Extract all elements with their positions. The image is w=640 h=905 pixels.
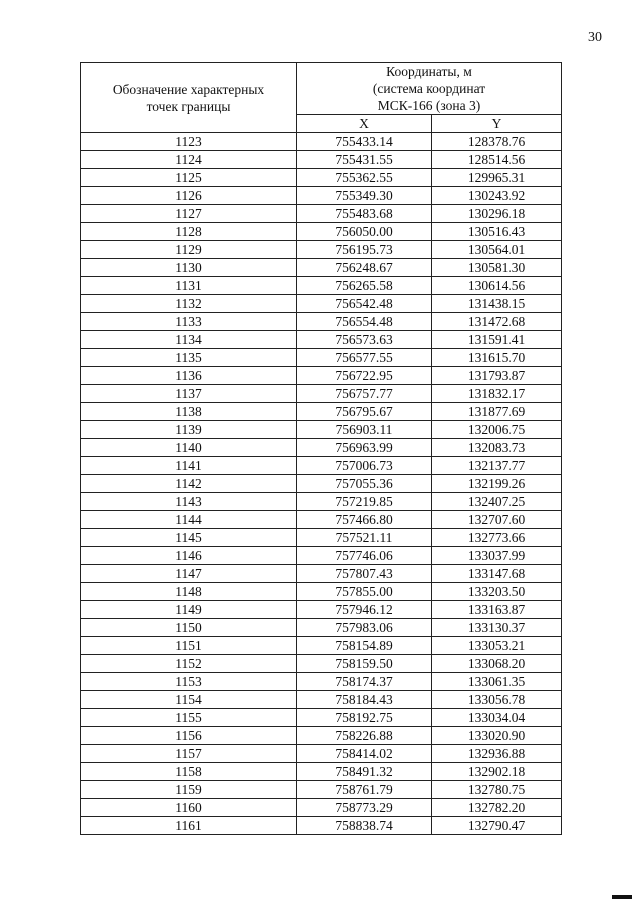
point-id-cell: 1161 (81, 817, 297, 835)
point-id-cell: 1158 (81, 763, 297, 781)
table-row (81, 727, 562, 745)
coordinates-header (297, 63, 562, 115)
point-designation-header-line2: точек границы (146, 98, 231, 114)
table-row (81, 619, 562, 637)
table-row (81, 367, 562, 385)
table-row (81, 673, 562, 691)
y-coordinate-cell: 130614.56 (432, 277, 562, 295)
point-designation-header (81, 63, 297, 133)
x-coordinate-cell: 758761.79 (297, 781, 432, 799)
table-row (81, 313, 562, 331)
table-row (81, 529, 562, 547)
point-id-cell: 1159 (81, 781, 297, 799)
point-id-cell: 1143 (81, 493, 297, 511)
y-coordinate-cell: 133163.87 (432, 601, 562, 619)
point-id-cell: 1141 (81, 457, 297, 475)
y-coordinate-cell: 132199.26 (432, 475, 562, 493)
point-id-cell: 1125 (81, 169, 297, 187)
x-coordinate-cell: 757946.12 (297, 601, 432, 619)
x-coordinate-cell: 757466.80 (297, 511, 432, 529)
x-coordinate-cell: 757219.85 (297, 493, 432, 511)
point-id-cell: 1151 (81, 637, 297, 655)
point-id-cell: 1152 (81, 655, 297, 673)
x-coordinate-cell: 757983.06 (297, 619, 432, 637)
x-coordinate-cell: 757807.43 (297, 565, 432, 583)
y-coordinate-cell: 130564.01 (432, 241, 562, 259)
table-row (81, 601, 562, 619)
x-coordinate-cell: 757746.06 (297, 547, 432, 565)
y-coordinate-cell: 132006.75 (432, 421, 562, 439)
x-coordinate-cell: 756757.77 (297, 385, 432, 403)
x-coordinate-cell: 755433.14 (297, 133, 432, 151)
x-coordinate-cell: 756795.67 (297, 403, 432, 421)
table-row (81, 403, 562, 421)
point-id-cell: 1133 (81, 313, 297, 331)
point-id-cell: 1149 (81, 601, 297, 619)
x-coordinate-cell: 756265.58 (297, 277, 432, 295)
y-coordinate-cell: 130243.92 (432, 187, 562, 205)
point-id-cell: 1127 (81, 205, 297, 223)
x-coordinate-cell: 756573.63 (297, 331, 432, 349)
x-coordinate-cell: 756195.73 (297, 241, 432, 259)
table-row (81, 583, 562, 601)
table-row (81, 205, 562, 223)
table-row (81, 637, 562, 655)
table-row (81, 385, 562, 403)
y-coordinate-cell: 131591.41 (432, 331, 562, 349)
coordinates-table (80, 62, 562, 835)
x-column-header: X (297, 115, 432, 133)
point-id-cell: 1124 (81, 151, 297, 169)
table-header (81, 63, 562, 133)
table-row (81, 709, 562, 727)
y-coordinate-cell: 131793.87 (432, 367, 562, 385)
table-row (81, 151, 562, 169)
y-coordinate-cell: 131438.15 (432, 295, 562, 313)
page-number: 30 (588, 30, 602, 45)
table-row (81, 763, 562, 781)
y-coordinate-cell: 133130.37 (432, 619, 562, 637)
y-coordinate-cell: 132936.88 (432, 745, 562, 763)
table-row (81, 475, 562, 493)
x-coordinate-cell: 756248.67 (297, 259, 432, 277)
x-coordinate-cell: 755483.68 (297, 205, 432, 223)
y-coordinate-cell: 133020.90 (432, 727, 562, 745)
point-id-cell: 1140 (81, 439, 297, 457)
y-coordinate-cell: 131832.17 (432, 385, 562, 403)
table-row (81, 331, 562, 349)
table-row (81, 277, 562, 295)
point-id-cell: 1147 (81, 565, 297, 583)
y-coordinate-cell: 133037.99 (432, 547, 562, 565)
table-row (81, 457, 562, 475)
y-coordinate-cell: 129965.31 (432, 169, 562, 187)
y-coordinate-cell: 133061.35 (432, 673, 562, 691)
y-coordinate-cell: 133068.20 (432, 655, 562, 673)
y-coordinate-cell: 132707.60 (432, 511, 562, 529)
point-id-cell: 1129 (81, 241, 297, 259)
x-coordinate-cell: 758184.43 (297, 691, 432, 709)
point-id-cell: 1155 (81, 709, 297, 727)
point-id-cell: 1150 (81, 619, 297, 637)
y-coordinate-cell: 132773.66 (432, 529, 562, 547)
y-coordinate-cell: 133203.50 (432, 583, 562, 601)
x-coordinate-cell: 758838.74 (297, 817, 432, 835)
point-id-cell: 1153 (81, 673, 297, 691)
x-coordinate-cell: 756963.99 (297, 439, 432, 457)
table-row (81, 781, 562, 799)
x-coordinate-cell: 756903.11 (297, 421, 432, 439)
y-coordinate-cell: 132083.73 (432, 439, 562, 457)
table-row (81, 565, 562, 583)
point-id-cell: 1148 (81, 583, 297, 601)
table-row (81, 691, 562, 709)
x-coordinate-cell: 758226.88 (297, 727, 432, 745)
coordinates-header-line2: (система координат (372, 81, 486, 96)
point-id-cell: 1132 (81, 295, 297, 313)
y-coordinate-cell: 132407.25 (432, 493, 562, 511)
x-coordinate-cell: 757521.11 (297, 529, 432, 547)
y-coordinate-cell: 130581.30 (432, 259, 562, 277)
y-coordinate-cell: 131615.70 (432, 349, 562, 367)
point-id-cell: 1135 (81, 349, 297, 367)
y-coordinate-cell: 132790.47 (432, 817, 562, 835)
x-coordinate-cell: 756722.95 (297, 367, 432, 385)
point-id-cell: 1123 (81, 133, 297, 151)
point-id-cell: 1128 (81, 223, 297, 241)
x-coordinate-cell: 756554.48 (297, 313, 432, 331)
y-coordinate-cell: 130516.43 (432, 223, 562, 241)
y-coordinate-cell: 133053.21 (432, 637, 562, 655)
y-coordinate-cell: 131877.69 (432, 403, 562, 421)
point-id-cell: 1131 (81, 277, 297, 295)
table-row (81, 547, 562, 565)
x-coordinate-cell: 756577.55 (297, 349, 432, 367)
table-body (81, 133, 562, 835)
x-coordinate-cell: 758192.75 (297, 709, 432, 727)
table-row (81, 187, 562, 205)
y-column-header: Y (432, 115, 562, 133)
x-coordinate-cell: 758159.50 (297, 655, 432, 673)
x-coordinate-cell: 755362.55 (297, 169, 432, 187)
y-coordinate-cell: 128514.56 (432, 151, 562, 169)
x-coordinate-cell: 758414.02 (297, 745, 432, 763)
point-id-cell: 1134 (81, 331, 297, 349)
y-coordinate-cell: 130296.18 (432, 205, 562, 223)
x-coordinate-cell: 757006.73 (297, 457, 432, 475)
point-id-cell: 1156 (81, 727, 297, 745)
table-row (81, 295, 562, 313)
point-designation-header-line1: Обозначение характерных (112, 81, 265, 97)
table-row (81, 349, 562, 367)
y-coordinate-cell: 132902.18 (432, 763, 562, 781)
point-id-cell: 1137 (81, 385, 297, 403)
x-coordinate-cell: 757855.00 (297, 583, 432, 601)
table-row (81, 799, 562, 817)
x-coordinate-cell: 755349.30 (297, 187, 432, 205)
x-coordinate-cell: 755431.55 (297, 151, 432, 169)
table-row (81, 133, 562, 151)
point-id-cell: 1138 (81, 403, 297, 421)
y-coordinate-cell: 132780.75 (432, 781, 562, 799)
table-row (81, 655, 562, 673)
corner-mark (612, 895, 632, 899)
y-coordinate-cell: 133147.68 (432, 565, 562, 583)
table-row (81, 493, 562, 511)
point-id-cell: 1144 (81, 511, 297, 529)
x-coordinate-cell: 758773.29 (297, 799, 432, 817)
y-coordinate-cell: 132137.77 (432, 457, 562, 475)
table-row (81, 223, 562, 241)
point-id-cell: 1130 (81, 259, 297, 277)
y-coordinate-cell: 128378.76 (432, 133, 562, 151)
point-id-cell: 1154 (81, 691, 297, 709)
point-id-cell: 1145 (81, 529, 297, 547)
table-row (81, 439, 562, 457)
x-coordinate-cell: 757055.36 (297, 475, 432, 493)
point-id-cell: 1136 (81, 367, 297, 385)
point-id-cell: 1146 (81, 547, 297, 565)
x-coordinate-cell: 758491.32 (297, 763, 432, 781)
table-row (81, 421, 562, 439)
x-coordinate-cell: 756050.00 (297, 223, 432, 241)
table-row (81, 241, 562, 259)
table-row (81, 745, 562, 763)
y-coordinate-cell: 133034.04 (432, 709, 562, 727)
table-row (81, 259, 562, 277)
table-row (81, 817, 562, 835)
point-id-cell: 1126 (81, 187, 297, 205)
coordinates-header-line3: МСК-166 (зона 3) (377, 98, 481, 113)
point-id-cell: 1160 (81, 799, 297, 817)
y-coordinate-cell: 133056.78 (432, 691, 562, 709)
table-row (81, 511, 562, 529)
y-coordinate-cell: 131472.68 (432, 313, 562, 331)
point-id-cell: 1142 (81, 475, 297, 493)
table-row (81, 169, 562, 187)
coordinates-header-line1: Координаты, м (386, 64, 472, 79)
point-id-cell: 1139 (81, 421, 297, 439)
x-coordinate-cell: 758154.89 (297, 637, 432, 655)
y-coordinate-cell: 132782.20 (432, 799, 562, 817)
point-id-cell: 1157 (81, 745, 297, 763)
x-coordinate-cell: 758174.37 (297, 673, 432, 691)
x-coordinate-cell: 756542.48 (297, 295, 432, 313)
